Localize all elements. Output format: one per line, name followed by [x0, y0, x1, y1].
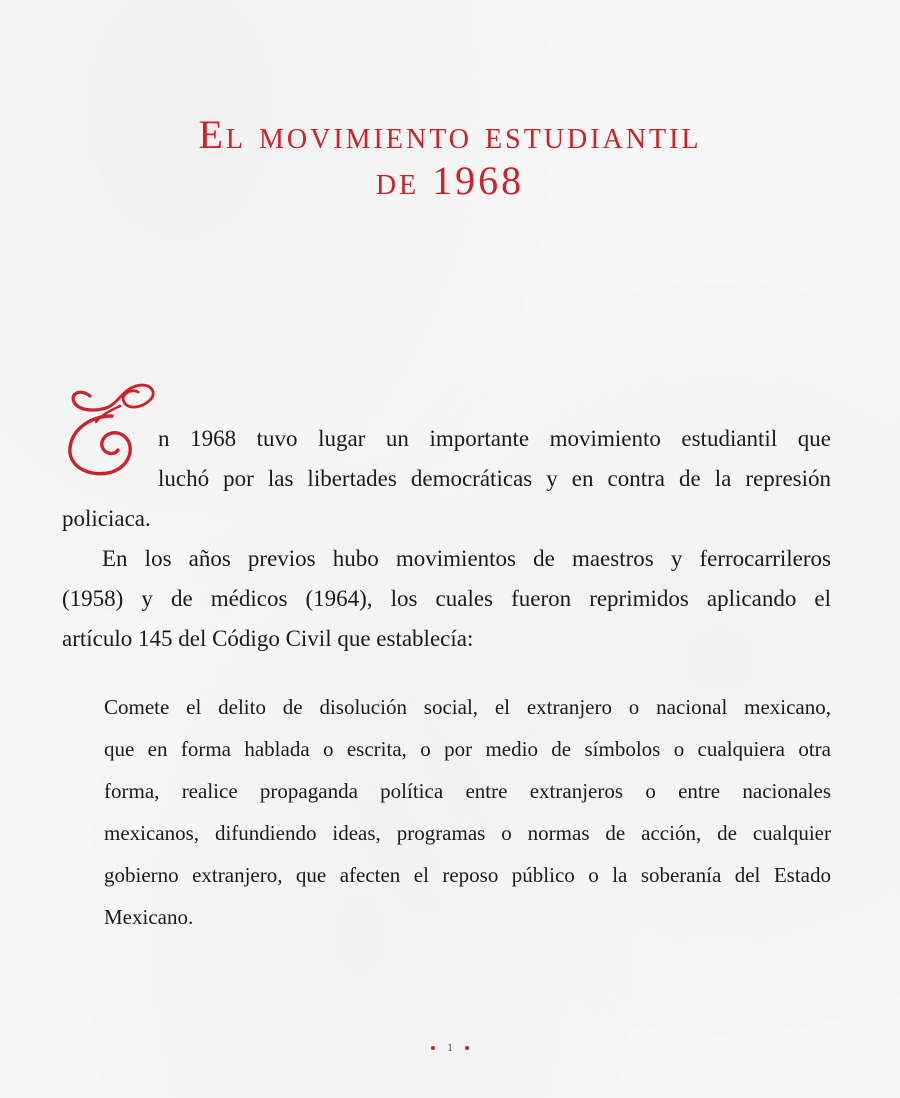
paragraph-1-line-3: policiaca.	[62, 506, 151, 531]
folio-dot-icon	[465, 1046, 469, 1050]
quote-line: forma, realice propaganda política entre extranjeros o entre nacionales	[104, 779, 831, 803]
quote-line: mexicanos, difundiendo ideas, programas o normas de acción, de cualquier	[104, 821, 831, 845]
paragraph-2-line-2: (1958) y de médicos (1964), los cuales fueron reprimidos aplicando el	[62, 586, 831, 611]
quote-line: que en forma hablada o escrita, o por medio de símbolos o cualquiera otra	[104, 737, 831, 761]
quote-line: Mexicano.	[104, 905, 194, 929]
folio-dot-icon	[431, 1046, 435, 1050]
ornamental-e-icon	[62, 380, 162, 480]
paragraph-1-line-2: luchó por las libertades democráticas y en contra de la represión	[158, 466, 831, 491]
quote-line: gobierno extranjero, que afecten el reposo público o la soberanía del Estado	[104, 863, 831, 887]
page-number: 1	[447, 1040, 453, 1054]
chapter-title-line-1: El movimiento estudiantil	[198, 112, 702, 157]
chapter-title-line-2: de 1968	[375, 158, 525, 203]
paragraph-2-line-1: En los años previos hubo movimientos de maestros y ferrocarrileros	[102, 546, 831, 571]
paragraph-1-line-1: n 1968 tuvo lugar un importante movimiento estudiantil que	[158, 426, 831, 451]
paragraph-2-line-3: artículo 145 del Código Civil que establecía:	[62, 626, 474, 651]
chapter-title	[0, 112, 900, 204]
paragraph-2	[62, 539, 831, 659]
quote-line: Comete el delito de disolución social, el extranjero o nacional mexicano,	[104, 695, 831, 719]
drop-cap-ornamental-e	[62, 380, 162, 480]
block-quote	[104, 686, 831, 938]
page-folio	[0, 1040, 900, 1055]
